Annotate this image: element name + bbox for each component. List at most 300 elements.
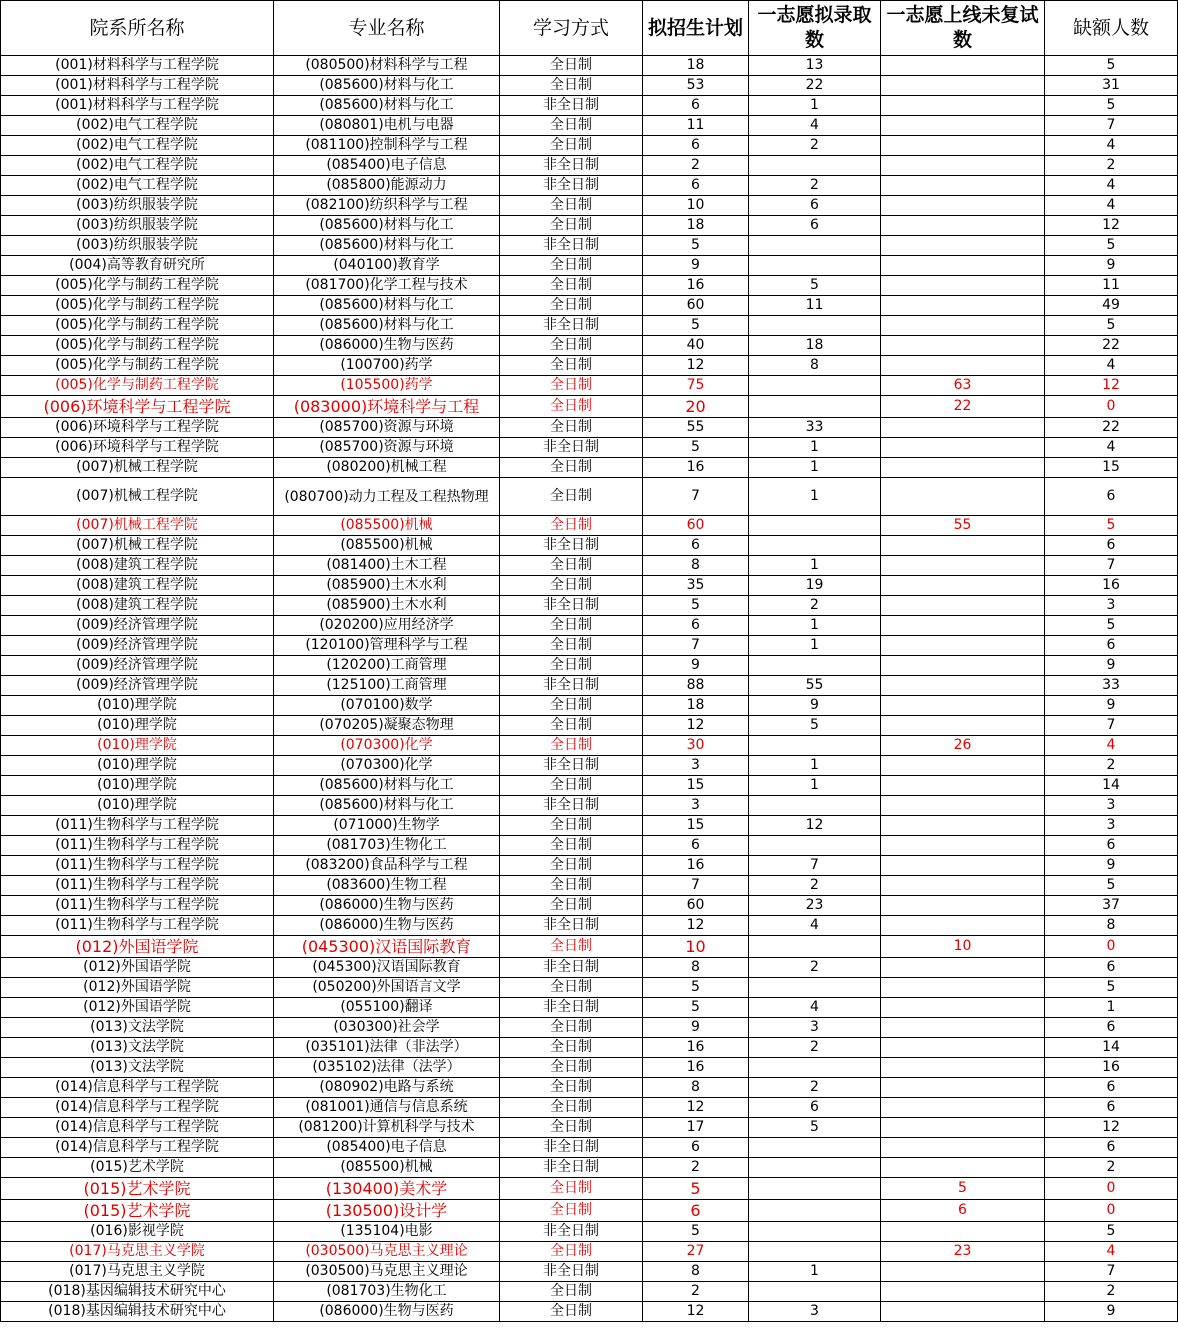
table-row xyxy=(1,836,1178,856)
planned-cell: 20 xyxy=(643,396,749,418)
admitted-cell xyxy=(749,836,881,856)
header-row xyxy=(1,1,1178,56)
planned-cell: 12 xyxy=(643,1098,749,1118)
major-cell: (130400)美术学 xyxy=(274,1178,500,1200)
department-cell: (011)生物科学与工程学院 xyxy=(1,896,274,916)
department-cell: (011)生物科学与工程学院 xyxy=(1,856,274,876)
major-cell: (085600)材料与化工 xyxy=(274,236,500,256)
department-cell: (011)生物科学与工程学院 xyxy=(1,816,274,836)
major-cell: (085400)电子信息 xyxy=(274,1138,500,1158)
vacancy-cell: 6 xyxy=(1045,478,1178,516)
planned-cell: 5 xyxy=(643,236,749,256)
planned-cell: 12 xyxy=(643,1302,749,1322)
admitted-cell: 5 xyxy=(749,716,881,736)
study-mode-cell: 全日制 xyxy=(500,896,643,916)
department-cell: (003)纺织服装学院 xyxy=(1,216,274,236)
admitted-cell: 1 xyxy=(749,458,881,478)
not-retested-cell xyxy=(881,296,1045,316)
study-mode-cell: 非全日制 xyxy=(500,438,643,458)
table-row xyxy=(1,1302,1178,1322)
vacancy-cell: 5 xyxy=(1045,316,1178,336)
planned-cell: 88 xyxy=(643,676,749,696)
admitted-cell xyxy=(749,156,881,176)
major-cell: (085600)材料与化工 xyxy=(274,316,500,336)
admitted-cell: 1 xyxy=(749,478,881,516)
vacancy-cell: 6 xyxy=(1045,1078,1178,1098)
department-cell: (001)材料科学与工程学院 xyxy=(1,76,274,96)
table-row xyxy=(1,196,1178,216)
study-mode-cell: 非全日制 xyxy=(500,236,643,256)
planned-cell: 2 xyxy=(643,156,749,176)
planned-cell: 5 xyxy=(643,438,749,458)
admitted-cell: 8 xyxy=(749,356,881,376)
department-cell: (009)经济管理学院 xyxy=(1,616,274,636)
table-row xyxy=(1,136,1178,156)
department-cell: (007)机械工程学院 xyxy=(1,536,274,556)
study-mode-cell: 全日制 xyxy=(500,1098,643,1118)
vacancy-cell: 7 xyxy=(1045,1262,1178,1282)
planned-cell: 15 xyxy=(643,816,749,836)
planned-cell: 5 xyxy=(643,596,749,616)
admitted-cell xyxy=(749,1222,881,1242)
major-cell: (081703)生物化工 xyxy=(274,836,500,856)
study-mode-cell: 非全日制 xyxy=(500,316,643,336)
planned-cell: 40 xyxy=(643,336,749,356)
not-retested-cell xyxy=(881,716,1045,736)
department-cell: (009)经济管理学院 xyxy=(1,636,274,656)
admitted-cell: 4 xyxy=(749,998,881,1018)
department-cell: (014)信息科学与工程学院 xyxy=(1,1098,274,1118)
table-row xyxy=(1,998,1178,1018)
admitted-cell: 2 xyxy=(749,176,881,196)
department-cell: (005)化学与制药工程学院 xyxy=(1,376,274,396)
major-cell: (045300)汉语国际教育 xyxy=(274,958,500,978)
department-cell: (018)基因编辑技术研究中心 xyxy=(1,1302,274,1322)
study-mode-cell: 全日制 xyxy=(500,696,643,716)
major-cell: (080200)机械工程 xyxy=(274,458,500,478)
not-retested-cell xyxy=(881,978,1045,998)
study-mode-cell: 非全日制 xyxy=(500,596,643,616)
table-row xyxy=(1,1018,1178,1038)
vacancy-cell: 16 xyxy=(1045,576,1178,596)
admitted-cell xyxy=(749,1282,881,1302)
vacancy-cell: 5 xyxy=(1045,516,1178,536)
admitted-cell: 2 xyxy=(749,876,881,896)
major-cell: (081400)土木工程 xyxy=(274,556,500,576)
department-cell: (001)材料科学与工程学院 xyxy=(1,56,274,76)
study-mode-cell: 全日制 xyxy=(500,716,643,736)
study-mode-cell: 非全日制 xyxy=(500,676,643,696)
table-body xyxy=(1,56,1178,1322)
planned-cell: 7 xyxy=(643,478,749,516)
not-retested-cell xyxy=(881,96,1045,116)
major-cell: (085600)材料与化工 xyxy=(274,96,500,116)
table-row xyxy=(1,616,1178,636)
study-mode-cell: 全日制 xyxy=(500,216,643,236)
study-mode-cell: 全日制 xyxy=(500,336,643,356)
department-cell: (004)高等教育研究所 xyxy=(1,256,274,276)
study-mode-cell: 非全日制 xyxy=(500,1158,643,1178)
department-cell: (010)理学院 xyxy=(1,696,274,716)
study-mode-cell: 非全日制 xyxy=(500,176,643,196)
planned-cell: 18 xyxy=(643,56,749,76)
major-cell: (082100)纺织科学与工程 xyxy=(274,196,500,216)
table-row xyxy=(1,1200,1178,1222)
table-row xyxy=(1,978,1178,998)
not-retested-cell: 26 xyxy=(881,736,1045,756)
not-retested-cell xyxy=(881,316,1045,336)
major-cell: (085600)材料与化工 xyxy=(274,76,500,96)
admitted-cell xyxy=(749,936,881,958)
admitted-cell: 6 xyxy=(749,196,881,216)
major-cell: (085600)材料与化工 xyxy=(274,216,500,236)
vacancy-cell: 6 xyxy=(1045,636,1178,656)
vacancy-cell: 3 xyxy=(1045,596,1178,616)
not-retested-cell xyxy=(881,156,1045,176)
not-retested-cell xyxy=(881,176,1045,196)
table-row xyxy=(1,276,1178,296)
study-mode-cell: 全日制 xyxy=(500,458,643,478)
table-row xyxy=(1,1178,1178,1200)
planned-cell: 6 xyxy=(643,536,749,556)
admitted-cell: 33 xyxy=(749,418,881,438)
department-cell: (005)化学与制药工程学院 xyxy=(1,276,274,296)
vacancy-cell: 49 xyxy=(1045,296,1178,316)
major-cell: (040100)教育学 xyxy=(274,256,500,276)
table-row xyxy=(1,716,1178,736)
table-row xyxy=(1,96,1178,116)
major-cell: (085600)材料与化工 xyxy=(274,796,500,816)
major-cell: (085900)土木水利 xyxy=(274,596,500,616)
not-retested-cell xyxy=(881,836,1045,856)
not-retested-cell xyxy=(881,56,1045,76)
table-row xyxy=(1,176,1178,196)
department-cell: (015)艺术学院 xyxy=(1,1178,274,1200)
header-vacancies: 缺额人数 xyxy=(1045,1,1178,56)
vacancy-cell: 1 xyxy=(1045,998,1178,1018)
not-retested-cell xyxy=(881,876,1045,896)
vacancy-cell: 4 xyxy=(1045,736,1178,756)
admitted-cell: 2 xyxy=(749,1038,881,1058)
vacancy-cell: 5 xyxy=(1045,616,1178,636)
not-retested-cell xyxy=(881,196,1045,216)
major-cell: (081703)生物化工 xyxy=(274,1282,500,1302)
study-mode-cell: 非全日制 xyxy=(500,96,643,116)
department-cell: (003)纺织服装学院 xyxy=(1,196,274,216)
table-row xyxy=(1,336,1178,356)
planned-cell: 15 xyxy=(643,776,749,796)
not-retested-cell xyxy=(881,438,1045,458)
vacancy-cell: 7 xyxy=(1045,716,1178,736)
admitted-cell: 1 xyxy=(749,1262,881,1282)
major-cell: (070300)化学 xyxy=(274,736,500,756)
not-retested-cell xyxy=(881,1282,1045,1302)
vacancy-cell: 8 xyxy=(1045,916,1178,936)
planned-cell: 27 xyxy=(643,1242,749,1262)
not-retested-cell xyxy=(881,816,1045,836)
admitted-cell: 1 xyxy=(749,616,881,636)
planned-cell: 16 xyxy=(643,458,749,478)
major-cell: (120200)工商管理 xyxy=(274,656,500,676)
study-mode-cell: 全日制 xyxy=(500,556,643,576)
not-retested-cell xyxy=(881,1098,1045,1118)
major-cell: (085700)资源与环境 xyxy=(274,438,500,458)
vacancy-cell: 12 xyxy=(1045,216,1178,236)
not-retested-cell xyxy=(881,256,1045,276)
department-cell: (014)信息科学与工程学院 xyxy=(1,1078,274,1098)
major-cell: (081700)化学工程与技术 xyxy=(274,276,500,296)
department-cell: (014)信息科学与工程学院 xyxy=(1,1138,274,1158)
major-cell: (050200)外国语言文学 xyxy=(274,978,500,998)
table-row xyxy=(1,438,1178,458)
table-row xyxy=(1,236,1178,256)
planned-cell: 12 xyxy=(643,356,749,376)
vacancy-cell: 4 xyxy=(1045,176,1178,196)
not-retested-cell xyxy=(881,136,1045,156)
admitted-cell xyxy=(749,1178,881,1200)
admitted-cell: 7 xyxy=(749,856,881,876)
department-cell: (009)经济管理学院 xyxy=(1,656,274,676)
department-cell: (001)材料科学与工程学院 xyxy=(1,96,274,116)
table-row xyxy=(1,676,1178,696)
study-mode-cell: 非全日制 xyxy=(500,156,643,176)
planned-cell: 3 xyxy=(643,796,749,816)
planned-cell: 9 xyxy=(643,656,749,676)
table-row xyxy=(1,536,1178,556)
major-cell: (085600)材料与化工 xyxy=(274,776,500,796)
study-mode-cell: 全日制 xyxy=(500,396,643,418)
table-row xyxy=(1,76,1178,96)
planned-cell: 6 xyxy=(643,1138,749,1158)
header-major: 专业名称 xyxy=(274,1,500,56)
admitted-cell: 4 xyxy=(749,116,881,136)
table-row xyxy=(1,936,1178,958)
admitted-cell: 6 xyxy=(749,1098,881,1118)
study-mode-cell: 非全日制 xyxy=(500,756,643,776)
vacancy-cell: 6 xyxy=(1045,836,1178,856)
study-mode-cell: 全日制 xyxy=(500,136,643,156)
admitted-cell: 1 xyxy=(749,636,881,656)
study-mode-cell: 全日制 xyxy=(500,76,643,96)
table-row xyxy=(1,56,1178,76)
table-row xyxy=(1,556,1178,576)
major-cell: (100700)药学 xyxy=(274,356,500,376)
department-cell: (006)环境科学与工程学院 xyxy=(1,438,274,458)
not-retested-cell xyxy=(881,1078,1045,1098)
major-cell: (086000)生物与医药 xyxy=(274,896,500,916)
admitted-cell: 4 xyxy=(749,916,881,936)
admitted-cell: 1 xyxy=(749,438,881,458)
planned-cell: 53 xyxy=(643,76,749,96)
major-cell: (135104)电影 xyxy=(274,1222,500,1242)
table-row xyxy=(1,796,1178,816)
department-cell: (005)化学与制药工程学院 xyxy=(1,296,274,316)
admitted-cell: 19 xyxy=(749,576,881,596)
table-row xyxy=(1,1222,1178,1242)
major-cell: (030300)社会学 xyxy=(274,1018,500,1038)
table-row xyxy=(1,256,1178,276)
not-retested-cell xyxy=(881,536,1045,556)
study-mode-cell: 全日制 xyxy=(500,1178,643,1200)
planned-cell: 8 xyxy=(643,958,749,978)
major-cell: (035101)法律（非法学） xyxy=(274,1038,500,1058)
major-cell: (071000)生物学 xyxy=(274,816,500,836)
not-retested-cell xyxy=(881,656,1045,676)
not-retested-cell xyxy=(881,916,1045,936)
table-row xyxy=(1,1098,1178,1118)
planned-cell: 16 xyxy=(643,1058,749,1078)
table-row xyxy=(1,916,1178,936)
study-mode-cell: 全日制 xyxy=(500,116,643,136)
table-row xyxy=(1,596,1178,616)
not-retested-cell xyxy=(881,1222,1045,1242)
admitted-cell: 1 xyxy=(749,756,881,776)
study-mode-cell: 非全日制 xyxy=(500,998,643,1018)
admitted-cell: 18 xyxy=(749,336,881,356)
planned-cell: 6 xyxy=(643,836,749,856)
department-cell: (013)文法学院 xyxy=(1,1038,274,1058)
major-cell: (130500)设计学 xyxy=(274,1200,500,1222)
vacancy-cell: 5 xyxy=(1045,56,1178,76)
vacancy-cell: 6 xyxy=(1045,1018,1178,1038)
department-cell: (003)纺织服装学院 xyxy=(1,236,274,256)
table-row xyxy=(1,156,1178,176)
vacancy-cell: 0 xyxy=(1045,396,1178,418)
vacancy-cell: 7 xyxy=(1045,556,1178,576)
department-cell: (002)电气工程学院 xyxy=(1,156,274,176)
planned-cell: 6 xyxy=(643,616,749,636)
planned-cell: 55 xyxy=(643,418,749,438)
not-retested-cell xyxy=(881,696,1045,716)
major-cell: (030500)马克思主义理论 xyxy=(274,1262,500,1282)
department-cell: (011)生物科学与工程学院 xyxy=(1,876,274,896)
vacancy-cell: 3 xyxy=(1045,796,1178,816)
major-cell: (085500)机械 xyxy=(274,516,500,536)
not-retested-cell xyxy=(881,1262,1045,1282)
department-cell: (017)马克思主义学院 xyxy=(1,1242,274,1262)
table-row xyxy=(1,736,1178,756)
vacancy-cell: 0 xyxy=(1045,1200,1178,1222)
table-row xyxy=(1,576,1178,596)
major-cell: (086000)生物与医药 xyxy=(274,916,500,936)
vacancy-cell: 0 xyxy=(1045,936,1178,958)
admitted-cell xyxy=(749,316,881,336)
not-retested-cell: 23 xyxy=(881,1242,1045,1262)
study-mode-cell: 全日制 xyxy=(500,1018,643,1038)
planned-cell: 9 xyxy=(643,256,749,276)
admitted-cell: 13 xyxy=(749,56,881,76)
admitted-cell: 5 xyxy=(749,276,881,296)
table-row xyxy=(1,636,1178,656)
study-mode-cell: 全日制 xyxy=(500,256,643,276)
study-mode-cell: 全日制 xyxy=(500,616,643,636)
not-retested-cell xyxy=(881,478,1045,516)
vacancy-cell: 5 xyxy=(1045,876,1178,896)
admitted-cell: 55 xyxy=(749,676,881,696)
table-row xyxy=(1,396,1178,418)
major-cell: (085900)土木水利 xyxy=(274,576,500,596)
major-cell: (045300)汉语国际教育 xyxy=(274,936,500,958)
not-retested-cell xyxy=(881,458,1045,478)
vacancy-cell: 22 xyxy=(1045,418,1178,438)
study-mode-cell: 全日制 xyxy=(500,836,643,856)
major-cell: (085500)机械 xyxy=(274,1158,500,1178)
table-row xyxy=(1,896,1178,916)
table-row xyxy=(1,656,1178,676)
admitted-cell xyxy=(749,236,881,256)
vacancy-cell: 5 xyxy=(1045,1222,1178,1242)
major-cell: (070205)凝聚态物理 xyxy=(274,716,500,736)
study-mode-cell: 全日制 xyxy=(500,636,643,656)
vacancy-cell: 5 xyxy=(1045,236,1178,256)
vacancy-cell: 33 xyxy=(1045,676,1178,696)
table-row xyxy=(1,296,1178,316)
table-row xyxy=(1,816,1178,836)
not-retested-cell xyxy=(881,1302,1045,1322)
planned-cell: 9 xyxy=(643,1018,749,1038)
admitted-cell xyxy=(749,1158,881,1178)
admitted-cell: 11 xyxy=(749,296,881,316)
vacancy-cell: 4 xyxy=(1045,438,1178,458)
department-cell: (012)外国语学院 xyxy=(1,958,274,978)
admitted-cell xyxy=(749,396,881,418)
major-cell: (080500)材料科学与工程 xyxy=(274,56,500,76)
vacancy-cell: 5 xyxy=(1045,978,1178,998)
admitted-cell: 1 xyxy=(749,556,881,576)
not-retested-cell xyxy=(881,616,1045,636)
table-row xyxy=(1,756,1178,776)
study-mode-cell: 非全日制 xyxy=(500,1138,643,1158)
major-cell: (085600)材料与化工 xyxy=(274,296,500,316)
department-cell: (002)电气工程学院 xyxy=(1,176,274,196)
major-cell: (030500)马克思主义理论 xyxy=(274,1242,500,1262)
department-cell: (010)理学院 xyxy=(1,736,274,756)
major-cell: (080700)动力工程及工程热物理 xyxy=(274,478,500,516)
planned-cell: 5 xyxy=(643,316,749,336)
planned-cell: 7 xyxy=(643,876,749,896)
planned-cell: 11 xyxy=(643,116,749,136)
planned-cell: 6 xyxy=(643,176,749,196)
study-mode-cell: 全日制 xyxy=(500,1058,643,1078)
study-mode-cell: 全日制 xyxy=(500,1242,643,1262)
vacancy-cell: 11 xyxy=(1045,276,1178,296)
planned-cell: 2 xyxy=(643,1282,749,1302)
not-retested-cell xyxy=(881,1158,1045,1178)
department-cell: (012)外国语学院 xyxy=(1,978,274,998)
admitted-cell: 12 xyxy=(749,816,881,836)
not-retested-cell xyxy=(881,216,1045,236)
department-cell: (015)艺术学院 xyxy=(1,1200,274,1222)
vacancy-cell: 4 xyxy=(1045,136,1178,156)
not-retested-cell xyxy=(881,796,1045,816)
major-cell: (125100)工商管理 xyxy=(274,676,500,696)
admitted-cell xyxy=(749,516,881,536)
vacancy-cell: 4 xyxy=(1045,196,1178,216)
not-retested-cell xyxy=(881,676,1045,696)
department-cell: (010)理学院 xyxy=(1,716,274,736)
department-cell: (006)环境科学与工程学院 xyxy=(1,418,274,438)
study-mode-cell: 全日制 xyxy=(500,478,643,516)
department-cell: (007)机械工程学院 xyxy=(1,516,274,536)
major-cell: (085700)资源与环境 xyxy=(274,418,500,438)
admitted-cell xyxy=(749,736,881,756)
table-row xyxy=(1,1038,1178,1058)
vacancy-cell: 22 xyxy=(1045,336,1178,356)
planned-cell: 18 xyxy=(643,696,749,716)
not-retested-cell xyxy=(881,636,1045,656)
vacancy-cell: 9 xyxy=(1045,256,1178,276)
major-cell: (020200)应用经济学 xyxy=(274,616,500,636)
